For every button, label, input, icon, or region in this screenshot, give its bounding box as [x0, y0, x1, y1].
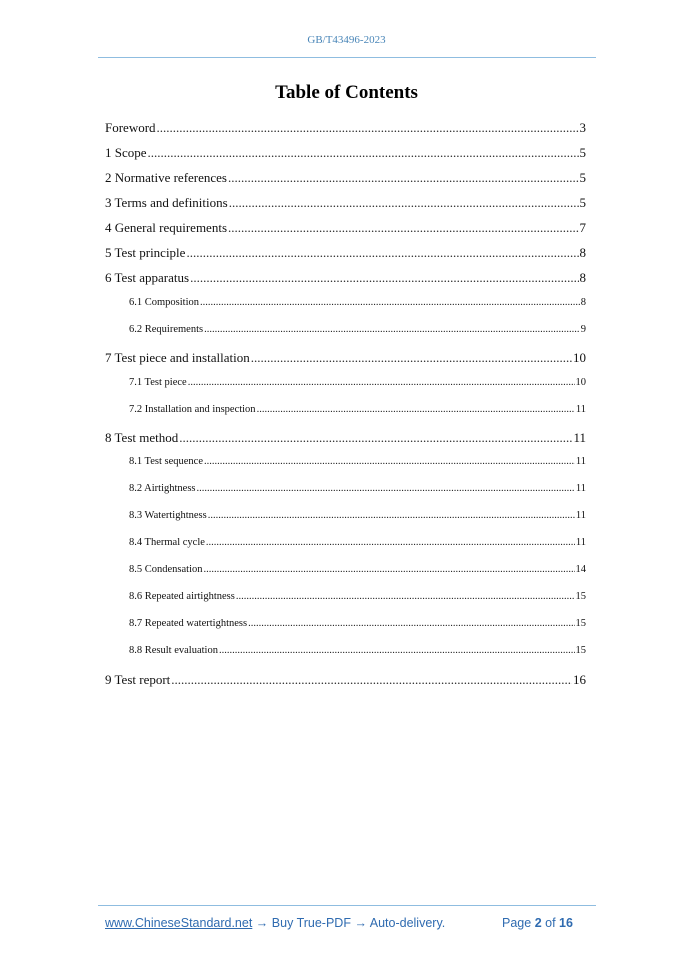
toc-entry-label: 8.4 Thermal cycle	[129, 537, 205, 548]
toc-entry[interactable]	[105, 144, 586, 161]
toc-leader-dots	[228, 220, 578, 236]
toc-entry-label: 8.7 Repeated watertightness	[129, 618, 248, 629]
toc-entry[interactable]	[129, 615, 586, 629]
current-page-number: 2	[534, 916, 542, 930]
toc-entry[interactable]	[105, 219, 586, 236]
toc-entry-label: 6.1 Composition	[129, 297, 200, 308]
toc-entry[interactable]	[129, 294, 586, 308]
toc-entry[interactable]	[105, 269, 586, 286]
footer-promo	[105, 916, 445, 930]
toc-entry-label: 4 General requirements	[105, 220, 228, 235]
toc-entry-page: 8	[579, 245, 586, 260]
toc-leader-dots	[200, 297, 580, 308]
toc-entry-label: 6 Test apparatus	[105, 270, 190, 285]
toc-leader-dots	[148, 145, 579, 161]
toc-entry-label: 6.2 Requirements	[129, 324, 204, 335]
toc-entry-label: 3 Terms and definitions	[105, 195, 228, 210]
toc-entry-page: 5	[579, 145, 586, 160]
toc-leader-dots	[228, 170, 579, 186]
toc-entry-label: 7 Test piece and installation	[105, 350, 250, 365]
toc-entry-page: 3	[579, 120, 586, 135]
toc-entry[interactable]	[105, 194, 586, 211]
toc-entry-label: 9 Test report	[105, 672, 171, 687]
toc-entry-page: 8	[579, 270, 586, 285]
toc-leader-dots	[188, 377, 575, 388]
toc-leader-dots	[157, 120, 579, 136]
toc-entry[interactable]	[105, 429, 586, 446]
toc-entry-label: 8.1 Test sequence	[129, 456, 204, 467]
toc-entry-label: 7.2 Installation and inspection	[129, 404, 256, 415]
toc-entry-page: 11	[575, 483, 586, 494]
toc-entry[interactable]	[129, 480, 586, 494]
toc-entry-label: 1 Scope	[105, 145, 147, 160]
page-word: Page	[502, 916, 532, 930]
toc-entry-page: 16	[573, 672, 586, 687]
toc-leader-dots	[190, 270, 578, 286]
toc-entry[interactable]	[129, 374, 586, 388]
toc-entry[interactable]	[105, 671, 586, 688]
page-title: Table of Contents	[275, 82, 418, 103]
toc-entry-label: 8.6 Repeated airtightness	[129, 591, 235, 602]
document-code-header: GB/T43496-2023	[307, 34, 386, 46]
toc-entry-label: 8.5 Condensation	[129, 564, 203, 575]
toc-entry[interactable]	[129, 321, 586, 335]
toc-entry-page: 11	[575, 537, 586, 548]
toc-entry[interactable]	[105, 244, 586, 261]
site-link[interactable]: www.ChineseStandard.net	[105, 916, 253, 930]
toc-leader-dots	[219, 645, 575, 656]
toc-entry-page: 10	[575, 377, 586, 388]
toc-entry[interactable]	[105, 119, 586, 136]
toc-entry-page: 15	[575, 591, 586, 602]
toc-entry[interactable]	[105, 349, 586, 366]
toc-entry-label: 8.8 Result evaluation	[129, 645, 218, 656]
toc-entry[interactable]	[129, 401, 586, 415]
toc-entry-page: 7	[579, 220, 586, 235]
toc-entry[interactable]	[129, 642, 586, 656]
toc-entry-label: 7.1 Test piece	[129, 377, 187, 388]
toc-entry-page: 15	[575, 618, 586, 629]
toc-entry-page: 14	[575, 564, 586, 575]
toc-entry-page: 8	[580, 297, 586, 308]
toc-entry[interactable]	[129, 534, 586, 548]
toc-entry-label: 5 Test principle	[105, 245, 186, 260]
toc-leader-dots	[251, 350, 572, 366]
toc-entry-page: 10	[573, 350, 586, 365]
toc-leader-dots	[204, 564, 575, 575]
toc-entry-label: Foreword	[105, 120, 156, 135]
auto-delivery-text: Auto-delivery.	[369, 916, 446, 930]
toc-leader-dots	[257, 404, 575, 415]
toc-entry[interactable]	[129, 561, 586, 575]
toc-leader-dots	[179, 430, 572, 446]
buy-true-pdf-text: Buy True-PDF	[271, 916, 351, 930]
toc-entry-page: 5	[579, 170, 586, 185]
toc-entry-page: 11	[575, 404, 586, 415]
toc-entry-page: 9	[580, 324, 586, 335]
toc-leader-dots	[186, 245, 578, 261]
toc-entry[interactable]	[129, 588, 586, 602]
toc-entry-page: 11	[573, 430, 586, 445]
toc-entry[interactable]	[129, 507, 586, 521]
total-pages-number: 16	[559, 916, 573, 930]
toc-entry-label: 8.2 Airtightness	[129, 483, 196, 494]
toc-leader-dots	[229, 195, 579, 211]
toc-leader-dots	[204, 456, 575, 467]
toc-leader-dots	[208, 510, 575, 521]
arrow-right-icon: →	[354, 916, 367, 930]
toc-leader-dots	[197, 483, 575, 494]
toc-entry-label: 8 Test method	[105, 430, 179, 445]
toc-leader-dots	[236, 591, 575, 602]
toc-leader-dots	[206, 537, 575, 548]
arrow-right-icon: →	[255, 916, 269, 930]
toc-leader-dots	[248, 618, 574, 629]
toc-leader-dots	[171, 672, 572, 688]
toc-leader-dots	[204, 324, 580, 335]
toc-entry-label: 8.3 Watertightness	[129, 510, 207, 521]
toc-entry-page: 11	[575, 456, 586, 467]
toc-entry-label: 2 Normative references	[105, 170, 227, 185]
toc-entry[interactable]	[129, 453, 586, 467]
page-indicator	[502, 916, 573, 930]
of-word: of	[545, 916, 556, 930]
toc-entry-page: 15	[575, 645, 586, 656]
toc-entry[interactable]	[105, 169, 586, 186]
toc-entry-page: 5	[579, 195, 586, 210]
toc-entry-page: 11	[575, 510, 586, 521]
footer-divider	[98, 905, 596, 906]
